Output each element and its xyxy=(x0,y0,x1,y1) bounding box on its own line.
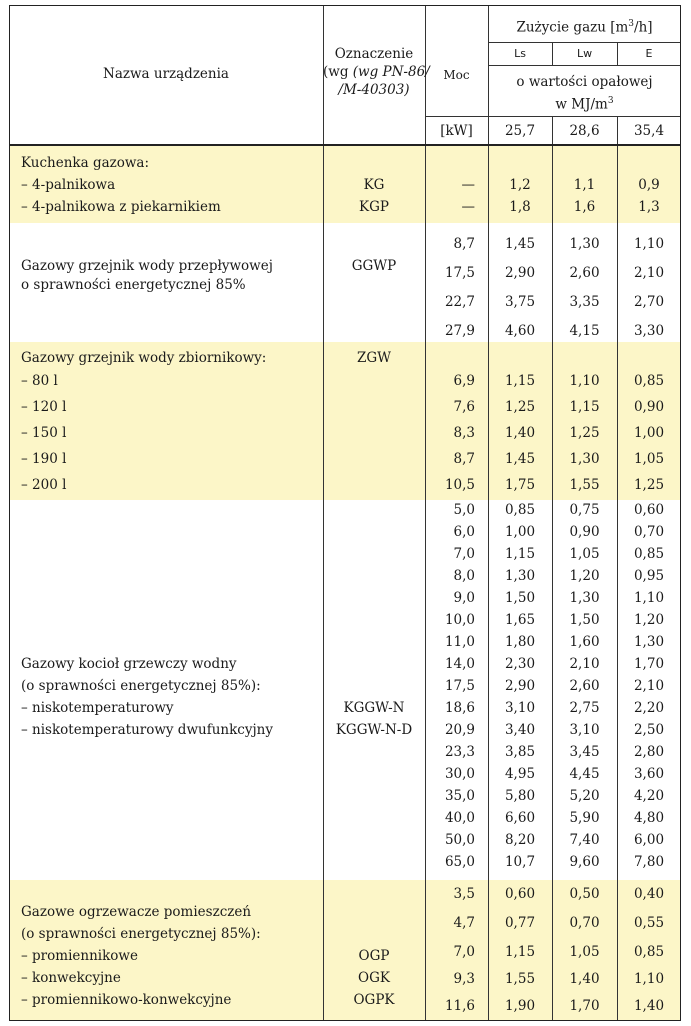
cell-lw: 1,25 xyxy=(569,425,600,441)
cell-ls: 1,15 xyxy=(504,944,536,960)
cell-e: 0,40 xyxy=(633,886,665,902)
section-name-line: – 80 l xyxy=(21,373,58,389)
cell-power: 6,9 xyxy=(453,373,475,389)
cell-power: 65,0 xyxy=(444,854,475,870)
cell-lw: 1,60 xyxy=(569,634,600,650)
section-name-line: – 120 l xyxy=(21,399,67,415)
section-name-line: – 200 l xyxy=(21,477,67,493)
cell-e: 4,80 xyxy=(633,810,665,826)
cell-ls: 2,30 xyxy=(504,656,536,672)
cell-lw: 1,30 xyxy=(569,590,600,606)
cell-lw: 5,20 xyxy=(569,788,600,804)
device-code: OGK xyxy=(358,970,390,986)
cell-lw: 1,10 xyxy=(569,373,600,389)
cell-ls: 4,60 xyxy=(504,323,536,339)
cell-ls: 1,75 xyxy=(504,477,536,493)
cell-e: 0,85 xyxy=(633,944,665,960)
section-name-line: – 150 l xyxy=(21,425,67,441)
cell-e: 1,10 xyxy=(633,236,665,252)
cell-e: 3,30 xyxy=(633,323,665,339)
device-code: GGWP xyxy=(351,258,397,274)
cell-power: — xyxy=(461,199,475,215)
section-name-line: (o sprawności energetycznej 85%): xyxy=(21,678,261,694)
cell-ls: 1,65 xyxy=(504,612,536,628)
cell-lw: 3,45 xyxy=(569,744,600,760)
header-code-standard: (wg (wg PN-86/ xyxy=(323,64,430,80)
header-name-label: Nazwa urządzenia xyxy=(103,66,229,82)
cell-power: 9,3 xyxy=(453,971,475,987)
cell-lw: 1,70 xyxy=(569,998,600,1014)
cell-e: 2,10 xyxy=(633,678,665,694)
cell-lw: 3,35 xyxy=(569,294,600,310)
cell-ls: 2,90 xyxy=(504,265,536,281)
cell-e: 2,70 xyxy=(633,294,665,310)
cell-ls: 3,10 xyxy=(504,700,536,716)
cell-power: 9,0 xyxy=(453,590,475,606)
cell-power: 11,0 xyxy=(444,634,475,650)
header-gas-e: E xyxy=(645,47,653,60)
cell-ls: 1,80 xyxy=(504,634,536,650)
device-code: KG xyxy=(363,177,385,193)
cell-e: 2,80 xyxy=(633,744,665,760)
cell-power: 10,0 xyxy=(444,612,475,628)
cell-ls: 6,60 xyxy=(504,810,536,826)
cell-lw: 2,75 xyxy=(569,700,600,716)
cell-ls: 1,8 xyxy=(509,199,531,215)
cell-ls: 1,25 xyxy=(504,399,536,415)
cell-e: 1,30 xyxy=(633,634,665,650)
cell-ls: 1,90 xyxy=(504,998,536,1014)
cell-ls: 5,80 xyxy=(504,788,536,804)
device-code: KGGW-N-D xyxy=(335,722,413,738)
cell-ls: 3,85 xyxy=(504,744,536,760)
cell-e: 0,90 xyxy=(633,399,665,415)
cell-e: 1,10 xyxy=(633,971,665,987)
cell-e: 1,70 xyxy=(633,656,665,672)
header-calorific-lw: 28,6 xyxy=(569,123,600,139)
cell-lw: 7,40 xyxy=(569,832,600,848)
cell-power: 3,5 xyxy=(453,886,475,902)
cell-e: 2,10 xyxy=(633,265,665,281)
section-name-line: – niskotemperaturowy dwufunkcyjny xyxy=(21,722,273,738)
device-code: OGP xyxy=(358,948,390,964)
cell-e: 0,70 xyxy=(633,524,665,540)
cell-ls: 1,45 xyxy=(504,451,536,467)
header-calorific-unit: w $MJ/m^3$ xyxy=(555,96,614,113)
cell-lw: 9,60 xyxy=(569,854,600,870)
cell-lw: 0,90 xyxy=(569,524,600,540)
cell-ls: 1,45 xyxy=(504,236,536,252)
cell-power: 8,3 xyxy=(453,425,475,441)
cell-power: 7,0 xyxy=(453,944,475,960)
cell-ls: 1,30 xyxy=(504,568,536,584)
cell-power: 11,6 xyxy=(444,998,475,1014)
cell-power: 23,3 xyxy=(444,744,475,760)
cell-ls: 1,55 xyxy=(504,971,536,987)
cell-e: 7,80 xyxy=(633,854,665,870)
section-name-line: (o sprawności energetycznej 85%): xyxy=(21,926,261,942)
cell-power: 6,0 xyxy=(453,524,475,540)
header-gas-lw: Lw xyxy=(576,47,593,60)
header-code-standard-cont: /M-40303) xyxy=(338,82,410,98)
cell-power: 8,7 xyxy=(453,236,475,252)
grid-line xyxy=(425,116,681,117)
device-code: KGP xyxy=(359,199,389,215)
cell-lw: 3,10 xyxy=(569,722,600,738)
cell-power: 10,5 xyxy=(444,477,475,493)
cell-power: 40,0 xyxy=(444,810,475,826)
cell-e: 2,50 xyxy=(633,722,665,738)
cell-e: 3,60 xyxy=(633,766,665,782)
section-name-line: Gazowe ogrzewacze pomieszczeń xyxy=(21,904,252,920)
header-gas-ls: Ls xyxy=(514,47,526,60)
cell-power: 5,0 xyxy=(453,502,475,518)
section-name-line: Gazowy grzejnik wody zbiornikowy: xyxy=(21,350,267,366)
cell-power: 27,9 xyxy=(444,323,475,339)
cell-e: 1,25 xyxy=(633,477,665,493)
cell-ls: 8,20 xyxy=(504,832,536,848)
cell-power: — xyxy=(461,177,475,193)
cell-lw: 4,15 xyxy=(569,323,600,339)
cell-power: 14,0 xyxy=(444,656,475,672)
header-calorific-e: 35,4 xyxy=(633,123,665,139)
cell-lw: 1,05 xyxy=(569,546,600,562)
cell-ls: 1,2 xyxy=(509,177,531,193)
section-name-line: – 4-palnikowa z piekarnikiem xyxy=(21,199,221,215)
cell-ls: 1,50 xyxy=(504,590,536,606)
cell-e: 0,85 xyxy=(633,546,665,562)
cell-ls: 1,15 xyxy=(504,546,536,562)
cell-power: 35,0 xyxy=(444,788,475,804)
cell-power: 22,7 xyxy=(444,294,475,310)
section-name-line: – 190 l xyxy=(21,451,67,467)
section-name-line: – promiennikowo-konwekcyjne xyxy=(21,992,232,1008)
header-code-label: Oznaczenie xyxy=(334,46,414,62)
cell-lw: 0,50 xyxy=(569,886,600,902)
cell-ls: 0,77 xyxy=(504,915,536,931)
section-name-line: Gazowy grzejnik wody przepływowej xyxy=(21,258,273,274)
cell-power: 20,9 xyxy=(444,722,475,738)
cell-lw: 1,15 xyxy=(569,399,600,415)
gas-consumption-table xyxy=(9,5,681,1021)
cell-e: 1,3 xyxy=(638,199,660,215)
cell-ls: 1,00 xyxy=(504,524,536,540)
cell-power: 7,6 xyxy=(453,399,475,415)
cell-power: 17,5 xyxy=(444,265,475,281)
cell-lw: 1,40 xyxy=(569,971,600,987)
cell-lw: 1,30 xyxy=(569,451,600,467)
cell-ls: 10,7 xyxy=(504,854,536,870)
cell-ls: 0,60 xyxy=(504,886,536,902)
section-name-line: – konwekcyjne xyxy=(21,970,121,986)
section-name-line: – 4-palnikowa xyxy=(21,177,116,193)
cell-lw: 2,60 xyxy=(569,678,600,694)
cell-power: 17,5 xyxy=(444,678,475,694)
cell-ls: 3,75 xyxy=(504,294,536,310)
header-separator xyxy=(9,144,681,146)
cell-ls: 1,40 xyxy=(504,425,536,441)
section-name-line: – niskotemperaturowy xyxy=(21,700,174,716)
cell-power: 50,0 xyxy=(444,832,475,848)
cell-e: 1,20 xyxy=(633,612,665,628)
cell-lw: 0,75 xyxy=(569,502,600,518)
cell-lw: 1,6 xyxy=(573,199,596,215)
cell-lw: 1,50 xyxy=(569,612,600,628)
cell-ls: 1,15 xyxy=(504,373,536,389)
cell-e: 1,40 xyxy=(633,998,665,1014)
cell-e: 1,00 xyxy=(633,425,665,441)
cell-power: 30,0 xyxy=(444,766,475,782)
header-power-unit: [kW] xyxy=(440,123,473,139)
header-power-label: Moc xyxy=(443,68,470,82)
cell-power: 8,7 xyxy=(453,451,475,467)
cell-power: 18,6 xyxy=(444,700,475,716)
device-code: KGGW-N xyxy=(343,700,405,716)
grid-line xyxy=(323,5,324,1021)
device-code: ZGW xyxy=(356,350,392,366)
cell-power: 7,0 xyxy=(453,546,475,562)
cell-ls: 0,85 xyxy=(504,502,536,518)
cell-lw: 1,1 xyxy=(573,177,596,193)
cell-power: 8,0 xyxy=(453,568,475,584)
grid-line xyxy=(488,42,681,43)
header-calorific-ls: 25,7 xyxy=(504,123,536,139)
cell-e: 0,9 xyxy=(638,177,660,193)
cell-power: 4,7 xyxy=(453,915,475,931)
header-consumption-title: Zużycie gazu $[m^3/h]$ xyxy=(516,19,653,36)
device-code: OGPK xyxy=(353,992,395,1008)
cell-e: 0,60 xyxy=(633,502,665,518)
grid-line xyxy=(488,65,681,66)
section-name-line: Gazowy kocioł grzewczy wodny xyxy=(21,656,237,672)
cell-ls: 2,90 xyxy=(504,678,536,694)
cell-lw: 1,30 xyxy=(569,236,600,252)
cell-e: 0,95 xyxy=(633,568,665,584)
cell-lw: 1,05 xyxy=(569,944,600,960)
cell-e: 4,20 xyxy=(633,788,665,804)
cell-e: 6,00 xyxy=(633,832,665,848)
section-name-line: Kuchenka gazowa: xyxy=(21,155,150,171)
cell-lw: 2,10 xyxy=(569,656,600,672)
cell-lw: 5,90 xyxy=(569,810,600,826)
cell-e: 0,85 xyxy=(633,373,665,389)
cell-e: 2,20 xyxy=(633,700,665,716)
cell-lw: 0,70 xyxy=(569,915,600,931)
cell-ls: 3,40 xyxy=(504,722,536,738)
cell-e: 0,55 xyxy=(633,915,665,931)
header-calorific-label: o wartości opałowej xyxy=(516,74,653,90)
cell-lw: 2,60 xyxy=(569,265,600,281)
section-name-line: – promiennikowe xyxy=(21,948,138,964)
cell-e: 1,05 xyxy=(633,451,665,467)
cell-ls: 4,95 xyxy=(504,766,536,782)
cell-lw: 1,20 xyxy=(569,568,600,584)
cell-lw: 1,55 xyxy=(569,477,600,493)
cell-lw: 4,45 xyxy=(569,766,600,782)
section-name-line: o sprawności energetycznej 85% xyxy=(21,277,246,293)
cell-e: 1,10 xyxy=(633,590,665,606)
